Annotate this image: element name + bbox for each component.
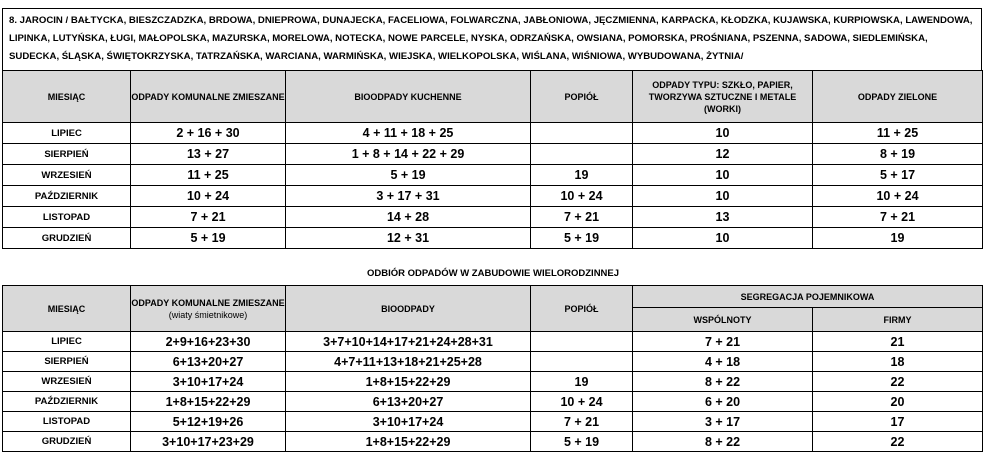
table-row bbox=[3, 412, 983, 432]
bio-cell: 3 + 17 + 31 bbox=[286, 186, 531, 207]
table-row bbox=[3, 372, 983, 392]
month-cell: SIERPIEŃ bbox=[3, 144, 131, 165]
col-bio-header: BIOODPADY bbox=[286, 286, 531, 332]
companies-cell: 21 bbox=[813, 332, 983, 352]
col-mixed-header bbox=[131, 286, 286, 332]
ash-cell bbox=[531, 144, 633, 165]
segregated-cell: 12 bbox=[633, 144, 813, 165]
month-cell: GRUDZIEŃ bbox=[3, 432, 131, 452]
col-month-header: MIESIĄC bbox=[3, 71, 131, 123]
table-header-row bbox=[3, 71, 983, 123]
companies-cell: 22 bbox=[813, 372, 983, 392]
district-header: 8. JAROCIN / BAŁTYCKA, BIESZCZADZKA, BRDOWA, DNIEPROWA, DUNAJECKA, FACELIOWA, FOLWARCZNA, JABŁONIOWA, JĘCZMIENNA, KARPACKA, KŁODZKA, KUJAWSKA, KURPIOWSKA, LAWENDOWA, LIPINKA, LUTYŃSKA, ŁUGI, MAŁOPOLSKA, MAZURSKA, MORELOWA, NOTECKA, NOWE PARCELE, NYSKA, ODRZAŃSKA, OWSIANA, POMORSKA, PROŚNIANA, PSZENNA, SADOWA, SIEDLEMIŃSKA, SUDECKA, ŚLĄSKA, ŚWIĘTOKRZYSKA, TATRZAŃSKA, WARCIANA, WARMIŃSKA, WIEJSKA, WIELKOPOLSKA, WIŚLANA, WIŚNIOWA, WYBUDOWANA, ŻYTNIA/ bbox=[2, 8, 982, 70]
mixed-cell: 5 + 19 bbox=[131, 228, 286, 249]
ash-cell: 7 + 21 bbox=[531, 412, 633, 432]
col-segregation-header: SEGREGACJA POJEMNIKOWA bbox=[633, 286, 983, 308]
bio-cell: 14 + 28 bbox=[286, 207, 531, 228]
mixed-cell: 2+9+16+23+30 bbox=[131, 332, 286, 352]
mixed-cell: 6+13+20+27 bbox=[131, 352, 286, 372]
table-row bbox=[3, 332, 983, 352]
bio-cell: 12 + 31 bbox=[286, 228, 531, 249]
companies-cell: 18 bbox=[813, 352, 983, 372]
mixed-cell: 7 + 21 bbox=[131, 207, 286, 228]
col-ash-header: POPIÓŁ bbox=[531, 286, 633, 332]
col-mixed-header: ODPADY KOMUNALNE ZMIESZANE bbox=[131, 71, 286, 123]
ash-cell: 7 + 21 bbox=[531, 207, 633, 228]
mixed-cell: 13 + 27 bbox=[131, 144, 286, 165]
mixed-cell: 3+10+17+24 bbox=[131, 372, 286, 392]
green-cell: 5 + 17 bbox=[813, 165, 983, 186]
col-bio-header: BIOODPADY KUCHENNE bbox=[286, 71, 531, 123]
green-cell: 10 + 24 bbox=[813, 186, 983, 207]
col-mixed-header-sub: (wiaty śmietnikowe) bbox=[168, 309, 248, 320]
communities-cell: 4 + 18 bbox=[633, 352, 813, 372]
bio-cell: 4+7+11+13+18+21+25+28 bbox=[286, 352, 531, 372]
month-cell: WRZESIEŃ bbox=[3, 372, 131, 392]
table-row bbox=[3, 186, 983, 207]
table-row bbox=[3, 144, 983, 165]
col-mixed-header-label: ODPADY KOMUNALNE ZMIESZANE bbox=[131, 297, 285, 308]
communities-cell: 8 + 22 bbox=[633, 372, 813, 392]
col-green-header: ODPADY ZIELONE bbox=[813, 71, 983, 123]
mixed-cell: 5+12+19+26 bbox=[131, 412, 286, 432]
bio-cell: 1+8+15+22+29 bbox=[286, 372, 531, 392]
ash-cell bbox=[531, 352, 633, 372]
col-communities-header: WSPÓLNOTY bbox=[633, 308, 813, 332]
month-cell: SIERPIEŃ bbox=[3, 352, 131, 372]
table-row bbox=[3, 228, 983, 249]
bio-cell: 3+7+10+14+17+21+24+28+31 bbox=[286, 332, 531, 352]
table-header-row bbox=[3, 286, 983, 308]
segregated-cell: 13 bbox=[633, 207, 813, 228]
ash-cell: 5 + 19 bbox=[531, 228, 633, 249]
month-cell: LIPIEC bbox=[3, 332, 131, 352]
month-cell: PAŹDZIERNIK bbox=[3, 186, 131, 207]
segregated-cell: 10 bbox=[633, 228, 813, 249]
month-cell: GRUDZIEŃ bbox=[3, 228, 131, 249]
month-cell: LISTOPAD bbox=[3, 207, 131, 228]
multi-family-section-title: ODBIÓR ODPADÓW W ZABUDOWIE WIELORODZINNEJ bbox=[366, 268, 620, 279]
table-row bbox=[3, 123, 983, 144]
table-row bbox=[3, 432, 983, 452]
mixed-cell: 3+10+17+23+29 bbox=[131, 432, 286, 452]
month-cell: LISTOPAD bbox=[3, 412, 131, 432]
green-cell: 11 + 25 bbox=[813, 123, 983, 144]
month-cell: LIPIEC bbox=[3, 123, 131, 144]
month-cell: WRZESIEŃ bbox=[3, 165, 131, 186]
table-row bbox=[3, 352, 983, 372]
communities-cell: 7 + 21 bbox=[633, 332, 813, 352]
companies-cell: 17 bbox=[813, 412, 983, 432]
ash-cell: 10 + 24 bbox=[531, 186, 633, 207]
ash-cell bbox=[531, 123, 633, 144]
ash-cell bbox=[531, 332, 633, 352]
mixed-cell: 2 + 16 + 30 bbox=[131, 123, 286, 144]
companies-cell: 20 bbox=[813, 392, 983, 412]
col-ash-header: POPIÓŁ bbox=[531, 71, 633, 123]
communities-cell: 6 + 20 bbox=[633, 392, 813, 412]
segregated-cell: 10 bbox=[633, 186, 813, 207]
month-cell: PAŹDZIERNIK bbox=[3, 392, 131, 412]
single-family-schedule-table bbox=[2, 70, 983, 249]
ash-cell: 19 bbox=[531, 372, 633, 392]
segregated-cell: 10 bbox=[633, 123, 813, 144]
bio-cell: 6+13+20+27 bbox=[286, 392, 531, 412]
table-row bbox=[3, 207, 983, 228]
col-segregated-header: ODPADY TYPU: SZKŁO, PAPIER, TWORZYWA SZTUCZNE I METALE (WORKI) bbox=[633, 71, 813, 123]
bio-cell: 1+8+15+22+29 bbox=[286, 432, 531, 452]
mixed-cell: 1+8+15+22+29 bbox=[131, 392, 286, 412]
col-companies-header: FIRMY bbox=[813, 308, 983, 332]
table-row bbox=[3, 392, 983, 412]
green-cell: 8 + 19 bbox=[813, 144, 983, 165]
mixed-cell: 10 + 24 bbox=[131, 186, 286, 207]
green-cell: 19 bbox=[813, 228, 983, 249]
segregated-cell: 10 bbox=[633, 165, 813, 186]
communities-cell: 8 + 22 bbox=[633, 432, 813, 452]
companies-cell: 22 bbox=[813, 432, 983, 452]
communities-cell: 3 + 17 bbox=[633, 412, 813, 432]
bio-cell: 3+10+17+24 bbox=[286, 412, 531, 432]
ash-cell: 5 + 19 bbox=[531, 432, 633, 452]
col-month-header: MIESIĄC bbox=[3, 286, 131, 332]
ash-cell: 10 + 24 bbox=[531, 392, 633, 412]
bio-cell: 1 + 8 + 14 + 22 + 29 bbox=[286, 144, 531, 165]
multi-family-schedule-table bbox=[2, 285, 983, 452]
bio-cell: 5 + 19 bbox=[286, 165, 531, 186]
bio-cell: 4 + 11 + 18 + 25 bbox=[286, 123, 531, 144]
table-row bbox=[3, 165, 983, 186]
mixed-cell: 11 + 25 bbox=[131, 165, 286, 186]
ash-cell: 19 bbox=[531, 165, 633, 186]
green-cell: 7 + 21 bbox=[813, 207, 983, 228]
